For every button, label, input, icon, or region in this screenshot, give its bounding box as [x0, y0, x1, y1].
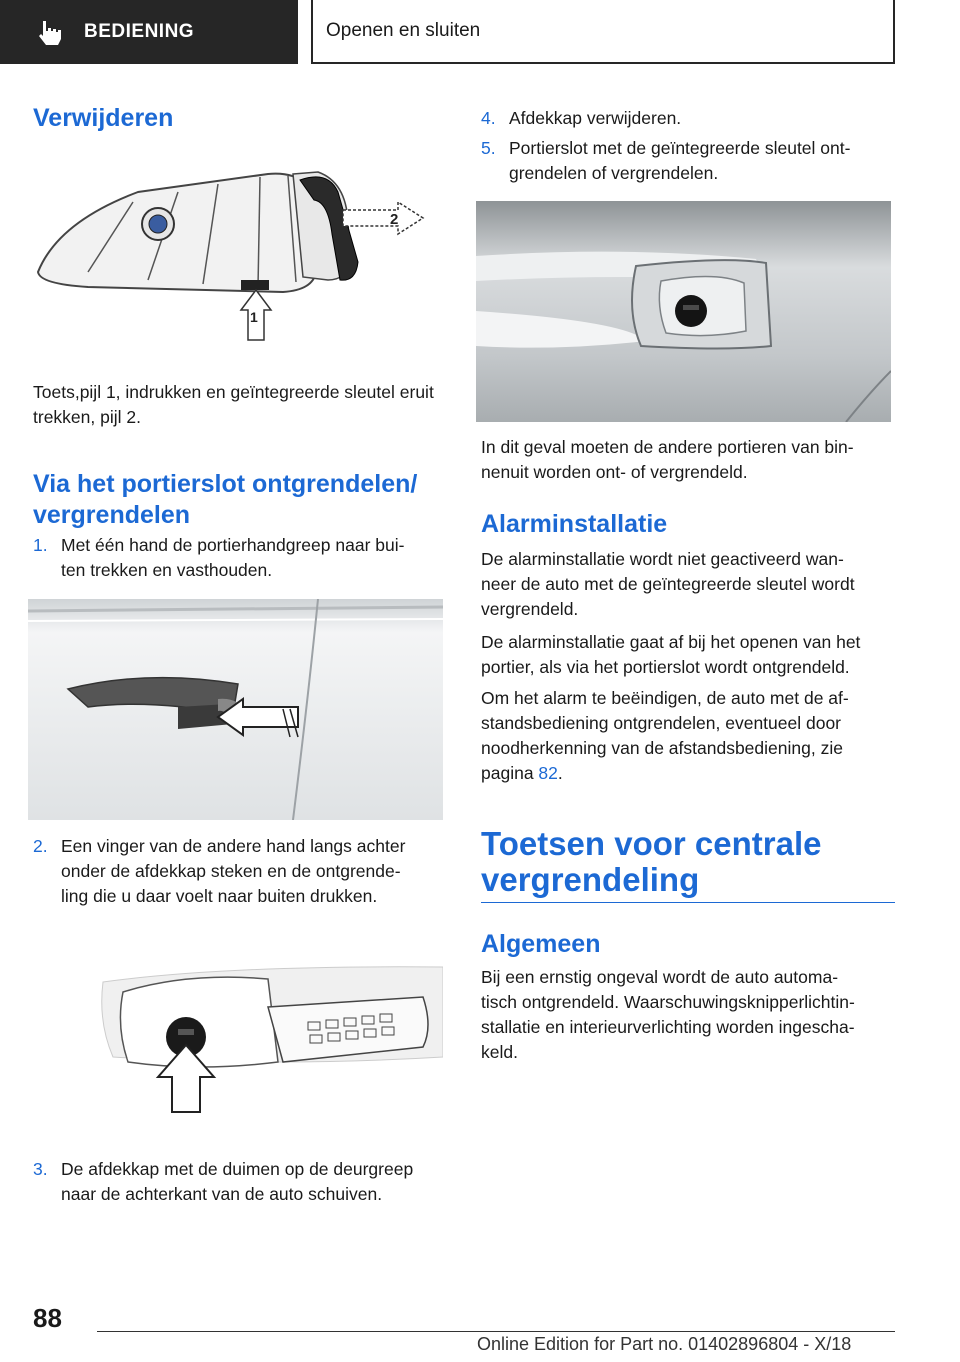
step-text-line: ten trekken en vasthouden.	[61, 560, 273, 580]
section-title: BEDIENING	[84, 21, 195, 42]
heading-doorlock	[33, 469, 453, 531]
door-handle-figure	[28, 599, 443, 820]
step-number: 3.	[33, 1159, 48, 1179]
text-line: Om het alarm te beëindigen, de auto met de af-	[481, 688, 849, 708]
arrow-label-1: 1	[250, 309, 258, 325]
step-number: 2.	[33, 836, 48, 856]
footer-rule	[97, 1331, 895, 1332]
page-number: 88	[33, 1303, 62, 1333]
page-ref-suffix: .	[557, 763, 563, 783]
section-tab	[0, 0, 298, 64]
list-item	[481, 106, 895, 132]
list-item	[33, 1157, 453, 1209]
heading-rule	[481, 902, 895, 903]
edition-text: Online Edition for Part no. 01402896804 - X/18	[477, 1334, 852, 1354]
alarm-paragraph-1	[481, 547, 895, 622]
text-line: De alarminstallatie wordt niet geactiveerd wan-	[481, 549, 844, 569]
chapter-title: Openen en sluiten	[326, 20, 481, 41]
step-text-line: Portierslot met de geïntegreerde sleutel ont-	[509, 138, 851, 158]
step-number: 5.	[481, 138, 496, 158]
heading-central-locking	[481, 826, 895, 898]
step-text-line: onder de afdekkap steken en de ontgrende-	[61, 861, 401, 881]
text-line: neer de auto met de geïntegreerde sleutel wordt	[481, 574, 855, 594]
text-line: tisch ontgrendeld. Waarschuwingsknipperlichtin-	[481, 992, 855, 1012]
step-text-line: Met één hand de portierhandgreep naar bui-	[61, 535, 405, 555]
heading-doorlock-line2: vergrendelen	[33, 501, 191, 529]
text-line	[481, 761, 895, 786]
hand-pointer-icon	[34, 17, 64, 47]
step-text-line: Afdekkap verwijderen.	[509, 108, 682, 128]
cover-cap-figure	[28, 927, 443, 1122]
heading-remove: Verwijderen	[33, 104, 174, 132]
step-number: 1.	[33, 535, 48, 555]
step-text-line: De afdekkap met de duimen op de deurgreep	[61, 1159, 414, 1179]
key-removal-figure	[28, 162, 443, 354]
heading-doorlock-line1: Via het portierslot ontgrendelen/	[33, 470, 418, 498]
list-item	[33, 834, 453, 910]
text-line: De alarminstallatie gaat af bij het openen van het	[481, 632, 861, 652]
text-line: In dit geval moeten de andere portieren van bin-	[481, 437, 854, 457]
heading-alarm: Alarminstallatie	[481, 510, 668, 538]
text-line: portier, als via het portierslot wordt ontgrendeld.	[481, 657, 850, 677]
remove-instructions: Toets,pijl 1, indrukken en geïntegreerde sleutel eruit trekken, pijl 2.	[33, 382, 434, 427]
heading-line: vergrendeling	[481, 861, 700, 898]
list-item	[33, 533, 448, 585]
step-number: 4.	[481, 108, 496, 128]
text-line: stallatie en interieurverlichting worden ingescha-	[481, 1017, 855, 1037]
alarm-paragraph-2	[481, 630, 895, 680]
text-line: noodherkenning van de afstandsbediening, zie	[481, 738, 843, 758]
heading-general: Algemeen	[481, 930, 601, 958]
chapter-tab	[311, 0, 895, 64]
step-text-line: naar de achterkant van de auto schuiven.	[61, 1184, 383, 1204]
text-line: Bij een ernstig ongeval wordt de auto automa-	[481, 967, 839, 987]
note-paragraph	[481, 435, 895, 485]
alarm-paragraph-3	[481, 686, 895, 786]
general-paragraph	[481, 965, 901, 1065]
list-item	[481, 136, 895, 188]
text-line: vergrendeld.	[481, 599, 579, 619]
door-lock-figure	[476, 201, 891, 422]
text-line: standsbediening ontgrendelen, eventueel door	[481, 713, 842, 733]
step-text-line: Een vinger van de andere hand langs achter	[61, 836, 406, 856]
page-link[interactable]: 82	[538, 763, 558, 783]
text-line: keld.	[481, 1042, 518, 1062]
text-line: nenuit worden ont- of vergrendeld.	[481, 462, 748, 482]
step-text-line: grendelen of vergrendelen.	[509, 163, 719, 183]
arrow-label-2: 2	[390, 211, 399, 228]
heading-line: Toetsen voor centrale	[481, 825, 822, 862]
step-text-line: ling die u daar voelt naar buiten drukken.	[61, 886, 378, 906]
page-ref-prefix: pagina	[481, 763, 539, 783]
